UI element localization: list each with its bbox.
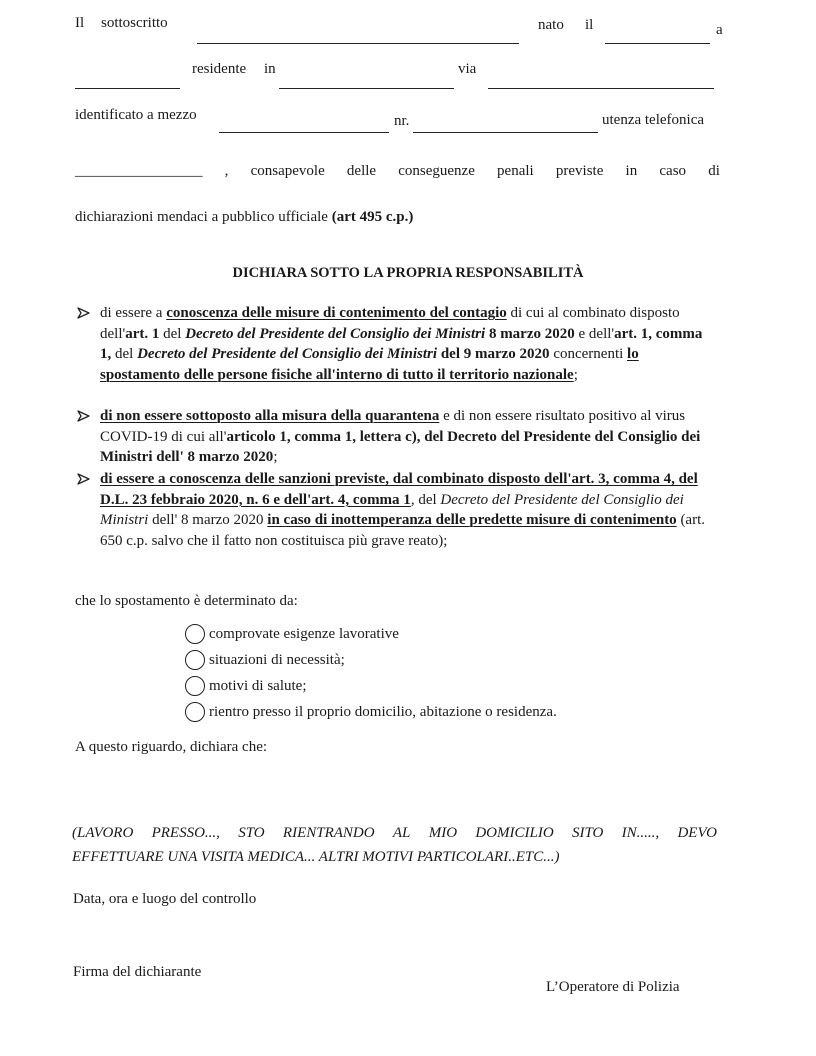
text-run: di non essere sottoposto alla misura della quarantena bbox=[100, 408, 440, 424]
word: caso bbox=[659, 163, 687, 179]
text-run: (art. 650 c.p. salvo che il fatto non costituisca più grave reato); bbox=[100, 512, 706, 549]
text-run: del 9 marzo 2020 bbox=[437, 346, 550, 362]
text-run: del bbox=[111, 346, 138, 362]
word: conseguenze bbox=[398, 163, 475, 179]
label-via: via bbox=[458, 61, 477, 77]
word: (LAVORO bbox=[72, 825, 134, 841]
article-reference: (art 495 c.p.) bbox=[331, 209, 414, 225]
label-utenza-telefonica: utenza telefonica bbox=[602, 112, 705, 128]
option-label: situazioni di necessità; bbox=[209, 651, 345, 668]
text-run: lo spostamento delle persone fisiche all'interno di tutto il territorio nazionale bbox=[100, 346, 639, 383]
bullet-1-text bbox=[100, 303, 715, 385]
arrow-bullet-icon bbox=[77, 303, 91, 323]
word: consapevole bbox=[250, 163, 325, 179]
radio-icon[interactable] bbox=[185, 650, 205, 670]
label-nr: nr. bbox=[394, 113, 410, 129]
word: MIO bbox=[428, 825, 458, 841]
declaration-bullet-3 bbox=[75, 469, 715, 551]
arrow-bullet-icon bbox=[77, 469, 91, 489]
radio-icon[interactable] bbox=[185, 624, 205, 644]
signature-label: Firma del dichiarante bbox=[73, 964, 202, 980]
declaration-bullet-1 bbox=[75, 303, 715, 385]
word: SITO bbox=[571, 825, 604, 841]
word: IN....., bbox=[621, 825, 660, 841]
radio-icon[interactable] bbox=[185, 676, 205, 696]
example-line-2: EFFETTUARE UNA VISITA MEDICA... ALTRI MOTIVI PARTICOLARI..ETC...) bbox=[72, 849, 560, 865]
word: penali bbox=[497, 163, 534, 179]
text-run: e dell' bbox=[574, 325, 615, 342]
option-label: rientro presso il proprio domicilio, abitazione o residenza. bbox=[209, 703, 557, 720]
declaration-title: DICHIARA SOTTO LA PROPRIA RESPONSABILITÀ bbox=[232, 265, 584, 281]
text-run: ; bbox=[273, 449, 278, 465]
birth-place-field[interactable] bbox=[75, 88, 180, 89]
text-run: conoscenza delle misure di contenimento del contagio bbox=[166, 305, 507, 321]
reason-intro: che lo spostamento è determinato da: bbox=[75, 593, 298, 609]
birth-date-field[interactable] bbox=[605, 43, 710, 44]
word: di bbox=[708, 163, 720, 179]
label-il: Il bbox=[75, 15, 85, 31]
text-run: di essere a bbox=[100, 305, 167, 321]
word: , bbox=[224, 163, 229, 179]
text-run: Decreto del Presidente del Consiglio dei Ministri bbox=[185, 325, 486, 342]
text-run: di cui al combinato disposto dell' bbox=[100, 305, 680, 342]
word: previste bbox=[555, 163, 604, 179]
text-run: Decreto del Presidente del Consiglio dei Ministri bbox=[137, 346, 438, 362]
text-run: in caso di inottemperanza delle predette misure di contenimento bbox=[267, 512, 677, 528]
label-identificato: identificato a mezzo bbox=[75, 107, 197, 123]
option-return-home[interactable] bbox=[185, 700, 557, 724]
date-place-label: Data, ora e luogo del controllo bbox=[73, 891, 257, 907]
option-health[interactable] bbox=[185, 674, 307, 698]
declaration-bullet-2 bbox=[75, 406, 715, 468]
bullet-2-text bbox=[100, 406, 715, 468]
consequences-line bbox=[75, 162, 720, 180]
text-run: e di non essere risultato positivo al virus COVID-19 di cui all' bbox=[100, 408, 686, 445]
label-a: a bbox=[716, 22, 723, 38]
option-label: motivi di salute; bbox=[209, 677, 307, 694]
text-run: , del bbox=[410, 491, 441, 508]
id-document-field[interactable] bbox=[219, 132, 389, 133]
word: PRESSO..., bbox=[151, 825, 220, 841]
label-residente: residente bbox=[192, 61, 247, 77]
declare-intro: A questo riguardo, dichiara che: bbox=[75, 739, 268, 755]
name-field[interactable] bbox=[197, 43, 519, 44]
text-run: Decreto del Presidente del Consiglio dei Ministri bbox=[100, 491, 684, 528]
word: STO bbox=[238, 825, 265, 841]
residence-city-field[interactable] bbox=[279, 88, 454, 89]
label-sottoscritto: sottoscritto bbox=[101, 15, 168, 31]
word: DEVO bbox=[677, 825, 717, 841]
word: AL bbox=[392, 825, 411, 841]
option-work[interactable] bbox=[185, 622, 399, 646]
phone-field[interactable]: _________________ bbox=[75, 163, 203, 179]
text-run: di essere a conoscenza delle sanzioni previste, dal combinato disposto dell'art. 3, comma 4, del D.L. 23 febbraio 2020, n. 6 e dell'art. 4, comma 1 bbox=[100, 471, 698, 508]
false-statements-line bbox=[75, 208, 413, 226]
arrow-bullet-icon bbox=[77, 406, 91, 426]
word: RIENTRANDO bbox=[282, 825, 375, 841]
option-label: comprovate esigenze lavorative bbox=[209, 625, 399, 642]
label-il-2: il bbox=[585, 17, 594, 33]
option-necessity[interactable] bbox=[185, 648, 345, 672]
example-line-1 bbox=[72, 821, 717, 845]
example-reasons bbox=[72, 821, 717, 869]
text-run: articolo 1, comma 1, lettera c), del Decreto del Presidente del Consiglio dei Ministri dell' 8 marzo 2020 bbox=[100, 428, 701, 465]
radio-icon[interactable] bbox=[185, 702, 205, 722]
officer-label: L’Operatore di Polizia bbox=[546, 979, 680, 995]
text-run: 8 marzo 2020 bbox=[485, 325, 575, 342]
false-statements-text: dichiarazioni mendaci a pubblico ufficiale bbox=[75, 209, 332, 225]
text-run: dell' 8 marzo 2020 bbox=[148, 512, 268, 528]
street-field[interactable] bbox=[488, 88, 714, 89]
word: delle bbox=[346, 163, 377, 179]
label-in: in bbox=[264, 61, 276, 77]
text-run: ; bbox=[573, 366, 578, 383]
text-run: del bbox=[159, 325, 186, 342]
text-run: art. 1 bbox=[125, 325, 160, 342]
text-run: concernenti bbox=[549, 346, 628, 362]
bullet-3-text bbox=[100, 469, 715, 551]
text-run: art. 1, comma 1, bbox=[100, 325, 703, 362]
word: in bbox=[625, 163, 638, 179]
label-nato: nato bbox=[538, 17, 564, 33]
id-number-field[interactable] bbox=[413, 132, 598, 133]
word: DOMICILIO bbox=[475, 825, 554, 841]
